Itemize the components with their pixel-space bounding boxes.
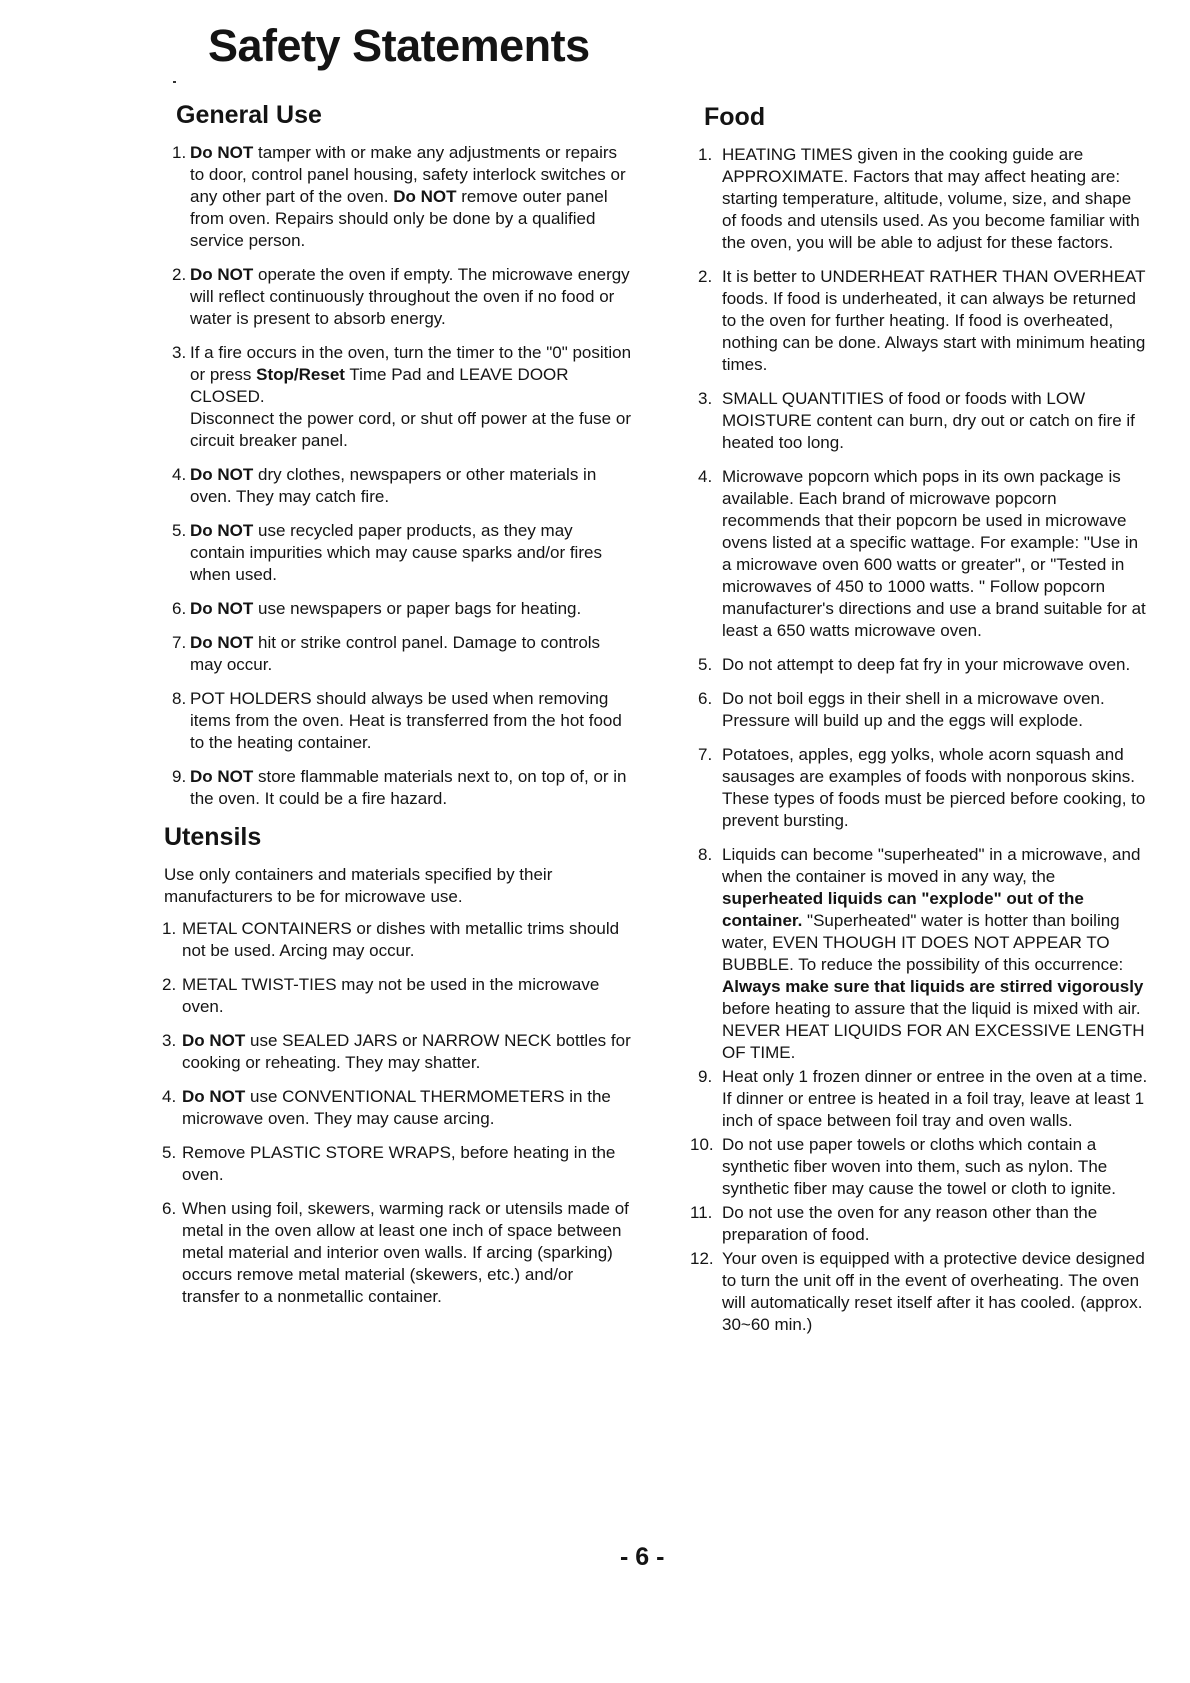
item-text: Do not use the oven for any reason other than the preparation of food. bbox=[722, 1203, 1098, 1244]
item-text: SMALL QUANTITIES of food or foods with LOW MOISTURE content can burn, dry out or catch on fire if heated too long. bbox=[722, 389, 1135, 452]
item-text: POT HOLDERS should always be used when removing items from the oven. Heat is transferred from the hot food to the heating container. bbox=[190, 689, 622, 752]
item-text: METAL CONTAINERS or dishes with metallic trims should not be used. Arcing may occur. bbox=[182, 919, 620, 960]
item-number: 2. bbox=[172, 265, 187, 284]
food-item bbox=[690, 466, 1150, 642]
food-item bbox=[690, 1248, 1150, 1336]
item-number: 1. bbox=[172, 143, 187, 162]
item-number: 5. bbox=[162, 1143, 177, 1162]
general-use-item bbox=[162, 688, 632, 754]
food-item bbox=[690, 1066, 1150, 1132]
item-number: 9. bbox=[172, 767, 187, 786]
utensils-heading: Utensils bbox=[164, 823, 262, 851]
item-text: HEATING TIMES given in the cooking guide are APPROXIMATE. Factors that may affect heating are: starting temperature, altitude, volume, size, and shape of foods and utensils used. As you become familiar with the oven, you will be able to adjust for these factors. bbox=[722, 145, 1140, 252]
item-number: 1. bbox=[698, 145, 713, 164]
general-use-item bbox=[162, 142, 632, 252]
item-number: 12. bbox=[690, 1249, 714, 1268]
general-use-item bbox=[162, 520, 632, 586]
general-use-list bbox=[162, 142, 632, 810]
item-text: Microwave popcorn which pops in its own package is available. Each brand of microwave popcorn recommends that their popcorn be used in microwave ovens listed at a specific wattage. For example: "Use in a microwave oven 600 watts or greater", or "Tested in microwaves of 450 to 1000 watts. " Follow popcorn manufacturer's directions and use a brand suitable for at least a 650 watts microwave oven. bbox=[722, 467, 1146, 640]
item-text: Do NOT use recycled paper products, as they may contain impurities which may cause sparks and/or fires when used. bbox=[190, 521, 602, 584]
item-text: Do NOT use newspapers or paper bags for heating. bbox=[190, 599, 582, 618]
item-number: 6. bbox=[162, 1199, 177, 1218]
item-number: 1. bbox=[162, 919, 177, 938]
general-use-item bbox=[162, 598, 632, 620]
general-use-item bbox=[162, 342, 632, 452]
item-text: METAL TWIST-TIES may not be used in the microwave oven. bbox=[182, 975, 600, 1016]
item-text: If a fire occurs in the oven, turn the timer to the "0" position or press Stop/Reset Time Pad and LEAVE DOOR CLOSED. Disconnect the power cord, or shut off power at the fuse or circuit breaker panel. bbox=[190, 343, 632, 450]
general-use-item bbox=[162, 464, 632, 508]
item-number: 2. bbox=[162, 975, 177, 994]
general-use-item bbox=[162, 632, 632, 676]
item-text: Remove PLASTIC STORE WRAPS, before heating in the oven. bbox=[182, 1143, 616, 1184]
item-number: 8. bbox=[698, 845, 713, 864]
item-text: Do NOT operate the oven if empty. The microwave energy will reflect continuously throughout the oven if no food or water is present to absorb energy. bbox=[190, 265, 630, 328]
utensils-list bbox=[162, 918, 632, 1308]
food-item bbox=[690, 1134, 1150, 1200]
item-number: 2. bbox=[698, 267, 713, 286]
utensils-intro: Use only containers and materials specified by their manufacturers to be for microwave use. bbox=[164, 865, 553, 906]
item-number: 4. bbox=[172, 465, 187, 484]
stray-mark bbox=[173, 81, 176, 83]
food-item bbox=[690, 144, 1150, 254]
item-text: Do not use paper towels or cloths which contain a synthetic fiber woven into them, such as nylon. The synthetic fiber may cause the towel or cloth to ignite. bbox=[722, 1135, 1117, 1198]
item-text: Do NOT dry clothes, newspapers or other materials in oven. They may catch fire. bbox=[190, 465, 597, 506]
item-number: 4. bbox=[162, 1087, 177, 1106]
item-number: 5. bbox=[698, 655, 713, 674]
right-column bbox=[690, 102, 1150, 1338]
item-text: Do NOT store flammable materials next to, on top of, or in the oven. It could be a fire hazard. bbox=[190, 767, 627, 808]
food-item bbox=[690, 1202, 1150, 1246]
item-number: 5. bbox=[172, 521, 187, 540]
general-use-heading: General Use bbox=[176, 101, 322, 129]
food-item bbox=[690, 744, 1150, 832]
item-text: Do not attempt to deep fat fry in your microwave oven. bbox=[722, 655, 1131, 674]
utensils-item bbox=[162, 974, 632, 1018]
utensils-item bbox=[162, 1086, 632, 1130]
item-number: 3. bbox=[698, 389, 713, 408]
food-item bbox=[690, 388, 1150, 454]
utensils-item bbox=[162, 1142, 632, 1186]
page-number: - 6 - bbox=[620, 1543, 665, 1571]
item-text: Do NOT use SEALED JARS or NARROW NECK bottles for cooking or reheating. They may shatter. bbox=[182, 1031, 631, 1072]
left-column bbox=[162, 100, 632, 1320]
item-text: It is better to UNDERHEAT RATHER THAN OVERHEAT foods. If food is underheated, it can always be returned to the oven for further heating. If food is overheated, nothing can be done. Always start with minimum heating times. bbox=[722, 267, 1146, 374]
item-text: Potatoes, apples, egg yolks, whole acorn squash and sausages are examples of foods with nonporous skins. These types of foods must be pierced before cooking, to prevent bursting. bbox=[722, 745, 1146, 830]
item-number: 3. bbox=[172, 343, 187, 362]
food-heading: Food bbox=[704, 103, 766, 131]
item-number: 6. bbox=[698, 689, 713, 708]
item-text: Heat only 1 frozen dinner or entree in the oven at a time. If dinner or entree is heated in a foil tray, leave at least 1 inch of space between foil tray and oven walls. bbox=[722, 1067, 1148, 1130]
item-number: 6. bbox=[172, 599, 187, 618]
general-use-item bbox=[162, 766, 632, 810]
food-item bbox=[690, 266, 1150, 376]
food-list bbox=[690, 144, 1150, 1336]
page-title: Safety Statements bbox=[208, 20, 590, 71]
utensils-item bbox=[162, 918, 632, 962]
item-text: Do not boil eggs in their shell in a microwave oven. Pressure will build up and the eggs will explode. bbox=[722, 689, 1105, 730]
item-number: 3. bbox=[162, 1031, 177, 1050]
item-text: Liquids can become "superheated" in a microwave, and when the container is moved in any way, the superheated liquids can "explode" out of the container. "Superheated" water is hotter than boiling water, EVEN THOUGH IT DOES NOT APPEAR TO BUBBLE. To reduce the possibility of this occurrence: Always make sure that liquids are stirred vigorously before heating to assure that the liquid is mixed with air. NEVER HEAT LIQUIDS FOR AN EXCESSIVE LENGTH OF TIME. bbox=[722, 845, 1145, 1062]
item-text: When using foil, skewers, warming rack or utensils made of metal in the oven allow at least one inch of space between metal material and interior oven walls. If arcing (sparking) occurs remove metal material (skewers, etc.) and/or transfer to a nonmetallic container. bbox=[182, 1199, 629, 1306]
item-number: 11. bbox=[690, 1203, 713, 1222]
item-number: 9. bbox=[698, 1067, 713, 1086]
utensils-item bbox=[162, 1030, 632, 1074]
food-item bbox=[690, 654, 1150, 676]
item-number: 7. bbox=[698, 745, 713, 764]
item-text: Do NOT tamper with or make any adjustments or repairs to door, control panel housing, safety interlock switches or any other part of the oven. Do NOT remove outer panel from oven. Repairs should only be done by a qualified service person. bbox=[190, 143, 626, 250]
food-item bbox=[690, 844, 1150, 1064]
general-use-item bbox=[162, 264, 632, 330]
item-number: 10. bbox=[690, 1135, 714, 1154]
item-text: Do NOT hit or strike control panel. Damage to controls may occur. bbox=[190, 633, 601, 674]
food-item bbox=[690, 688, 1150, 732]
utensils-item bbox=[162, 1198, 632, 1308]
item-text: Do NOT use CONVENTIONAL THERMOMETERS in the microwave oven. They may cause arcing. bbox=[182, 1087, 611, 1128]
item-text: Your oven is equipped with a protective device designed to turn the unit off in the event of overheating. The oven will automatically reset itself after it has cooled. (approx. 30~60 min.) bbox=[722, 1249, 1145, 1334]
item-number: 4. bbox=[698, 467, 713, 486]
item-number: 8. bbox=[172, 689, 187, 708]
item-number: 7. bbox=[172, 633, 187, 652]
